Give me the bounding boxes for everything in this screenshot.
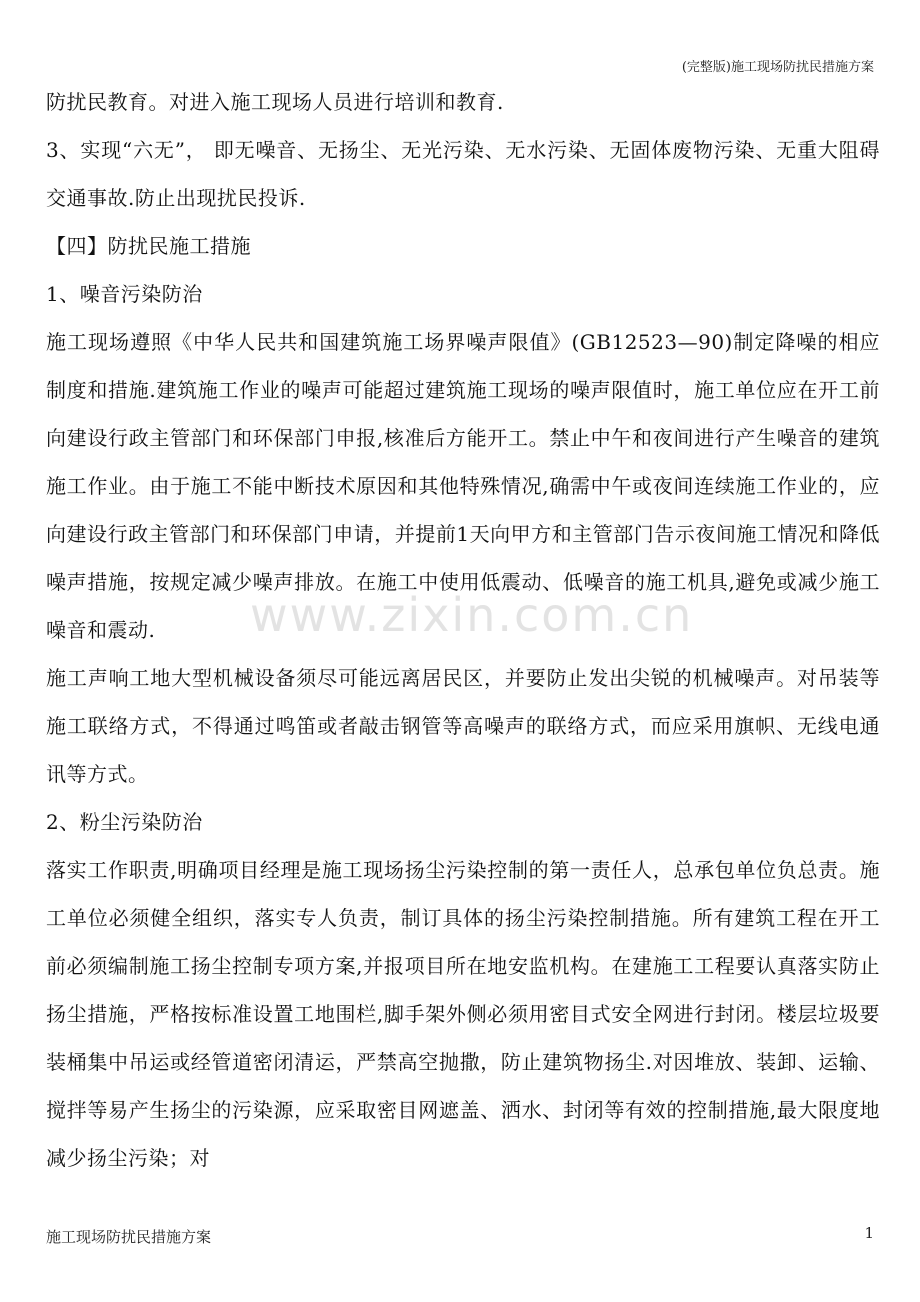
paragraph: 防扰民教育。对进入施工现场人员进行培训和教育. (46, 90, 504, 114)
page-footer-title: 施工现场防扰民措施方案 (46, 1228, 212, 1246)
paragraph: 施工声响工地大型机械设备须尽可能远离居民区，并要防止发出尖锐的机械噪声。对吊装等施工联络方式，不得通过鸣笛或者敲击钢管等高噪声的联络方式，而应采用旗帜、无线电通讯等方式。 (46, 666, 880, 786)
page-header: (完整版)施工现场防扰民措施方案 (681, 60, 874, 75)
subsection-heading: 2、粉尘污染防治 (46, 810, 203, 834)
paragraph: 施工现场遵照《中华人民共和国建筑施工场界噪声限值》(GB12523—90)制定降噪的相应制度和措施.建筑施工作业的噪声可能超过建筑施工现场的噪声限值时，施工单位应在开工前向建设行政主管部门和环保部门申报,核准后方能开工。禁止中午和夜间进行产生噪音的建筑施工作业。由于施工不能中断技术原因和其他特殊情况,确需中午或夜间连续施工作业的，应向建设行政主管部门和环保部门申请，并提前1天向甲方和主管部门告示夜间施工情况和降低噪声措施，按规定减少噪声排放。在施工中使用低震动、低噪音的施工机具,避免或减少施工噪音和震动. (46, 330, 880, 642)
watermark: www.zixin.com.cn (250, 588, 694, 642)
paragraph: 落实工作职责,明确项目经理是施工现场扬尘污染控制的第一责任人，总承包单位负总责。施工单位必须健全组织，落实专人负责，制订具体的扬尘污染控制措施。所有建筑工程在开工前必须编制施工扬尘控制专项方案,并报项目所在地安监机构。在建施工工程要认真落实防止扬尘措施，严格按标准设置工地围栏,脚手架外侧必须用密目式安全网进行封闭。楼层垃圾要装桶集中吊运或经管道密闭清运，严禁高空抛撒，防止建筑物扬尘.对因堆放、装卸、运输、搅拌等易产生扬尘的污染源，应采取密目网遮盖、洒水、封闭等有效的控制措施,最大限度地减少扬尘污染；对 (46, 858, 880, 1170)
section-heading: 【四】防扰民施工措施 (46, 234, 251, 258)
paragraph: 3、实现“六无”， 即无噪音、无扬尘、无光污染、无水污染、无固体废物污染、无重大阻碍交通事故.防止出现扰民投诉. (46, 138, 880, 210)
document-body (46, 78, 880, 1182)
subsection-heading: 1、噪音污染防治 (46, 282, 203, 306)
page-number: 1 (864, 1224, 874, 1242)
